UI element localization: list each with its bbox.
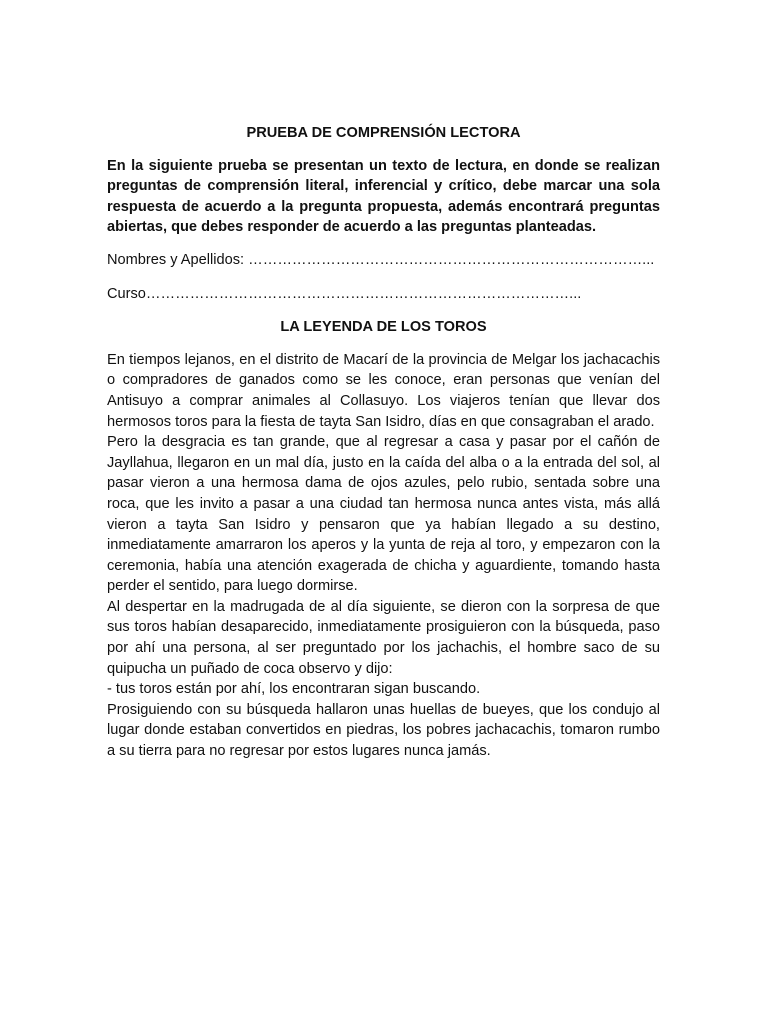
story-paragraph: Prosiguiendo con su búsqueda hallaron unas huellas de bueyes, que los condujo al lugar donde estaban convertidos en piedras, los pobres jachacachis, tomaron rumbo a su tierra para no regresar por estos lugares nunca jamás. [107, 701, 660, 760]
story-paragraph: Al despertar en la madrugada de al día siguiente, se dieron con la sorpresa de que sus toros habían desaparecido, inmediatamente prosiguieron con la búsqueda, paso por ahí una persona, al ser preguntado por los jachachis, el hombre saco de su quipucha un puñado de coca observo y dijo: [107, 598, 660, 677]
name-field-line: Nombres y Apellidos: ………………………………………………………………………... [107, 251, 655, 268]
story-body [107, 350, 660, 762]
story-title: LA LEYENDA DE LOS TOROS [280, 319, 487, 336]
document-title: PRUEBA DE COMPRENSIÓN LECTORA [246, 125, 521, 141]
course-field-line: Curso……………………………………………………………………………... [107, 285, 582, 302]
story-paragraph: En tiempos lejanos, en el distrito de Macarí de la provincia de Melgar los jachacachis o compradores de ganados como se les conoce, eran personas que venían del Antisuyo a comprar animales al Collasuyo. Los viajeros tenían que llevar dos hermosos toros para la fiesta de tayta San Isidro, días en que consagraban el arado. [107, 351, 660, 430]
story-paragraph: Pero la desgracia es tan grande, que al regresar a casa y pasar por el cañón de Jayllahua, llegaron en un mal día, justo en la caída del alba o a la entrada del sol, al pasar vieron a una hermosa dama de ojos azules, pelo rubio, sentada sobre una roca, que les invito a pasar a una ciudad tan hermosa nunca antes vista, más allá vieron a tayta San Isidro y pensaron que ya habían llegado a su destino, inmediatamente amarraron los aperos y la yunta de reja al toro, y empezaron con la ceremonia, había una atención exagerada de chicha y aguardiente, tomando hasta perder el sentido, para luego dormirse. [107, 434, 660, 595]
instructions-paragraph: En la siguiente prueba se presentan un texto de lectura, en donde se realizan preguntas de comprensión literal, inferencial y crítico, debe marcar una sola respuesta de acuerdo a la pregunta propuesta, además encontrará preguntas abiertas, que debes responder de acuerdo a las preguntas planteadas. [107, 157, 660, 236]
document-content [107, 123, 660, 762]
story-paragraph: - tus toros están por ahí, los encontraran sigan buscando. [107, 681, 481, 698]
